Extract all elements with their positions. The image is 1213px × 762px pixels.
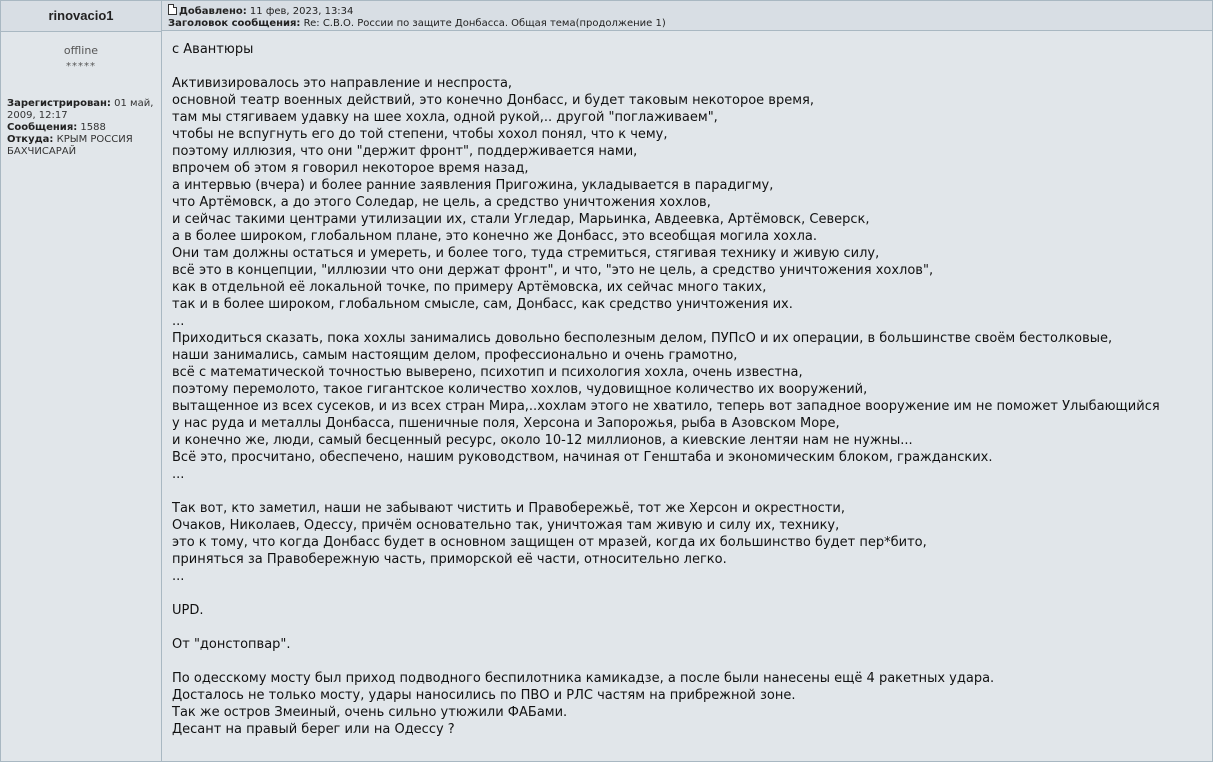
post-line: всё это в концепции, "иллюзии что они держат фронт", и что, "это не цель, а средство уничтожения хохлов", bbox=[172, 263, 934, 278]
post-line bbox=[172, 619, 1202, 636]
subject-value: Re: С.В.О. России по защите Донбасса. Общая тема(продолжение 1) bbox=[303, 18, 666, 29]
post-line: так и в более широком, глобальном смысле, сам, Донбасс, как средство уничтожения их. bbox=[172, 297, 793, 312]
post-line: там мы стягиваем удавку на шее хохла, одной рукой,.. другой "поглаживаем", bbox=[172, 110, 718, 125]
post-line: у нас руда и металлы Донбасса, пшеничные поля, Херсона и Запорожья, рыба в Азовском Море, bbox=[172, 416, 840, 431]
post-line: По одесскому мосту был приход подводного беспилотника камикадзе, а после были нанесены ещё 4 ракетных удара. bbox=[172, 671, 995, 686]
post-line: Всё это, просчитано, обеспечено, нашим руководством, начиная от Генштаба и экономическим блоком, гражданских. bbox=[172, 450, 993, 465]
post-line: ... bbox=[172, 467, 185, 482]
post-panel bbox=[162, 1, 1212, 761]
added-value: 11 фев, 2023, 13:34 bbox=[249, 6, 354, 17]
post-line: а в более широком, глобальном плане, это конечно же Донбасс, это всеобщая могила хохла. bbox=[172, 229, 817, 244]
author-panel bbox=[1, 1, 162, 761]
post-line: приняться за Правобережную часть, приморской её части, относительно легко. bbox=[172, 552, 727, 567]
post-line: Десант на правый берег или на Одессу ? bbox=[172, 722, 455, 737]
post-line: поэтому иллюзия, что они "держит фронт", поддерживается нами, bbox=[172, 144, 638, 159]
rank-stars: ***** bbox=[66, 61, 96, 72]
post-line: это к тому, что когда Донбасс будет в основном защищен от мразей, когда их большинство будет пер*бито, bbox=[172, 535, 927, 550]
post-line: вытащенное из всех сусеков, и из всех стран Мира,..хохлам этого не хватило, теперь вот западное вооружение им не поможет Улыбающийся bbox=[172, 399, 1160, 414]
post-line: Так вот, кто заметил, наши не забывают чистить и Правобережьё, тот же Херсон и окрестности, bbox=[172, 501, 845, 516]
post-line: Досталось не только мосту, удары наносились по ПВО и РЛС частям на прибрежной зоне. bbox=[172, 688, 796, 703]
post-line: что Артёмовск, а до этого Соледар, не цель, а средство уничтожения хохлов, bbox=[172, 195, 711, 210]
subject-label: Заголовок сообщения: bbox=[168, 18, 301, 29]
post-line: Очаков, Николаев, Одессу, причём основательно так, уничтожая там живую и силу их, технику, bbox=[172, 518, 840, 533]
from-value: КРЫМ РОССИЯ БАХЧИСАРАЙ bbox=[7, 134, 133, 157]
post-line: От "донстопвар". bbox=[172, 637, 291, 652]
author-name[interactable]: rinovacio1 bbox=[1, 1, 161, 32]
post-line: ... bbox=[172, 569, 185, 584]
post-line bbox=[172, 58, 1202, 75]
post-line: Так же остров Змеиный, очень сильно утюжили ФАБами. bbox=[172, 705, 568, 720]
messages-label: Сообщения: bbox=[7, 122, 78, 133]
post-line: UPD. bbox=[172, 603, 204, 618]
post-line: с Авантюры bbox=[172, 42, 254, 57]
post-line bbox=[172, 585, 1202, 602]
post-line: а интервью (вчера) и более ранние заявления Пригожина, укладывается в парадигму, bbox=[172, 178, 774, 193]
post-line: Они там должны остаться и умереть, и более того, туда стремиться, стягивая технику и живую силу, bbox=[172, 246, 880, 261]
post-line: всё с математической точностью выверено, психотип и психология хохла, очень известна, bbox=[172, 365, 803, 380]
registered-label: Зарегистрирован: bbox=[7, 98, 111, 109]
post-line: основной театр военных действий, это конечно Донбасс, и будет таковым некоторое время, bbox=[172, 93, 814, 108]
post-line: и конечно же, люди, самый бесценный ресурс, около 10-12 миллионов, а киевские лентяи нам не нужны... bbox=[172, 433, 913, 448]
from-label: Откуда: bbox=[7, 134, 54, 145]
post-document-icon[interactable] bbox=[168, 4, 177, 15]
post-line: впрочем об этом я говорил некоторое время назад, bbox=[172, 161, 529, 176]
post-line bbox=[172, 483, 1202, 500]
online-status: offline bbox=[63, 44, 99, 57]
post-line: Приходиться сказать, пока хохлы занимались довольно бесполезным делом, ПУПсО и их операции, в большинстве своём бестолковые, bbox=[172, 331, 1113, 346]
post-line: поэтому перемолото, такое гигантское количество хохлов, чудовищное количество их вооружений, bbox=[172, 382, 868, 397]
post-line: и сейчас такими центрами утилизации их, стали Угледар, Марьинка, Авдеевка, Артёмовск, Северск, bbox=[172, 212, 870, 227]
messages-value: 1588 bbox=[80, 122, 106, 133]
post-line: чтобы не вспугнуть его до той степени, чтобы хохол понял, что к чему, bbox=[172, 127, 668, 142]
registered-value: 01 май, 2009, 12:17 bbox=[7, 98, 154, 121]
post-line: как в отдельной её локальной точке, по примеру Артёмовска, их сейчас много таких, bbox=[172, 280, 767, 295]
post-line: ... bbox=[172, 314, 185, 329]
author-profile bbox=[1, 98, 161, 158]
post-body bbox=[162, 31, 1212, 738]
post-line bbox=[172, 653, 1202, 670]
post-line: Активизировалось это направление и неспроста, bbox=[172, 76, 513, 91]
added-label: Добавлено: bbox=[179, 6, 247, 17]
post-line: наши занимались, самым настоящим делом, профессионально и очень грамотно, bbox=[172, 348, 738, 363]
post-header bbox=[162, 1, 1212, 31]
